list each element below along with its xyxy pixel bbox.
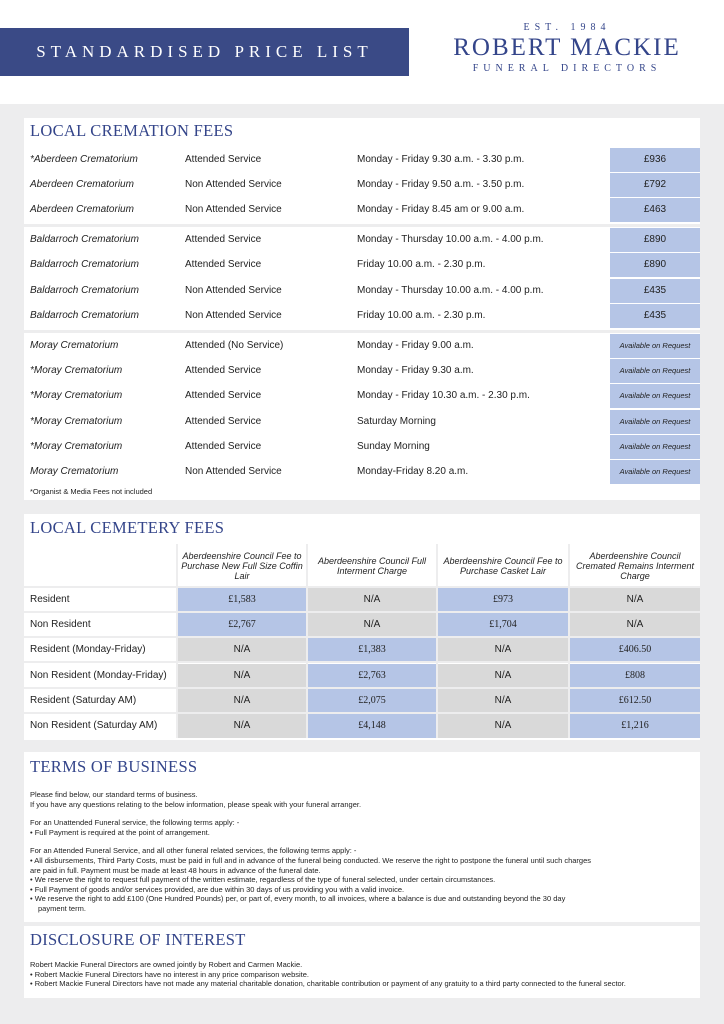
cemetery-fee-cell: N/A — [308, 588, 436, 612]
terms-line: • Full Payment of goods and/or services provided, are due within 30 days of us providing you with a valid invoice. — [30, 884, 405, 894]
cremation-venue: Moray Crematorium — [24, 334, 182, 358]
terms-line: • We reserve the right to add £100 (One Hundred Pounds) per, or part of, every month, to all invoices, where a balance is due and outstanding beyond the 30 day — [30, 894, 566, 904]
cremation-row — [24, 253, 700, 277]
cremation-price: £792 — [610, 173, 700, 197]
table-divider — [24, 661, 700, 663]
cremation-venue: Baldarroch Crematorium — [24, 228, 182, 252]
cremation-row — [24, 279, 700, 303]
cemetery-fee-cell: £808 — [570, 664, 700, 688]
cremation-row — [24, 334, 700, 358]
cremation-times: Monday - Friday 9.00 a.m. — [352, 334, 609, 358]
cremation-venue: Baldarroch Crematorium — [24, 304, 182, 328]
terms-line: payment term. — [38, 903, 86, 913]
cemetery-fee-cell: N/A — [178, 638, 306, 662]
terms-line: • All disbursements, Third Party Costs, must be paid in full and in advance of the funeral being conducted. We reserve the right to postpone the funeral until such charges — [30, 855, 592, 865]
cemetery-fee-cell: £1,583 — [178, 588, 306, 612]
cremation-service: Attended Service — [180, 253, 351, 277]
group-divider — [24, 330, 700, 333]
cemetery-section-title: LOCAL CEMETERY FEES — [30, 518, 225, 537]
cremation-times: Monday - Friday 9.30 a.m. - 3.30 p.m. — [352, 148, 609, 172]
cremation-price: £435 — [610, 304, 700, 328]
cemetery-fee-cell: £4,148 — [308, 714, 436, 738]
cemetery-column-header: Aberdeenshire Council Fee to Purchase New Full Size Coffin Lair — [181, 551, 303, 581]
cremation-row — [24, 198, 700, 222]
cremation-price: £936 — [610, 148, 700, 172]
cemetery-fees-section — [24, 514, 700, 740]
cremation-fees-section — [24, 118, 700, 500]
cremation-price: £435 — [610, 279, 700, 303]
cremation-venue: *Aberdeen Crematorium — [24, 148, 182, 172]
disclosure-line: • Robert Mackie Funeral Directors have no interest in any price comparison website. — [30, 969, 309, 979]
cremation-service: Non Attended Service — [180, 304, 351, 328]
cremation-price: £890 — [610, 253, 700, 277]
cremation-venue: *Moray Crematorium — [24, 435, 182, 459]
table-divider — [24, 586, 700, 588]
cremation-price: Available on Request — [610, 435, 700, 459]
table-divider — [176, 544, 178, 738]
terms-line: For an Unattended Funeral service, the following terms apply: - — [30, 818, 240, 828]
cremation-price: £463 — [610, 198, 700, 222]
cemetery-fee-cell: £406.50 — [570, 638, 700, 662]
brand-name: ROBERT MACKIE — [453, 34, 681, 61]
terms-line: are paid in full. Payment must be made at least 48 hours in advance of the funeral date. — [30, 865, 321, 875]
cremation-price: Available on Request — [610, 410, 700, 434]
cremation-row — [24, 435, 700, 459]
table-divider — [24, 636, 700, 638]
brand-established: EST. 1984 — [523, 22, 611, 33]
cemetery-row-label: Resident (Monday-Friday) — [30, 644, 146, 655]
table-divider — [306, 544, 308, 738]
disclosure-line: Robert Mackie Funeral Directors are owned jointly by Robert and Carmen Mackie. — [30, 960, 303, 969]
cremation-row — [24, 460, 700, 484]
cremation-service: Attended Service — [180, 384, 351, 408]
spacer — [30, 809, 692, 818]
terms-line: • Full Payment is required at the point of arrangement. — [30, 827, 210, 837]
cemetery-row-label: Resident — [30, 594, 70, 605]
cremation-times: Monday - Friday 10.30 a.m. - 2.30 p.m. — [352, 384, 609, 408]
cemetery-fee-cell: £973 — [438, 588, 568, 612]
cemetery-fee-cell: £2,075 — [308, 689, 436, 713]
cremation-times: Friday 10.00 a.m. - 2.30 p.m. — [352, 304, 609, 328]
cemetery-row-label: Non Resident (Monday-Friday) — [30, 670, 167, 681]
cremation-times: Monday - Friday 9.50 a.m. - 3.50 p.m. — [352, 173, 609, 197]
cremation-price: Available on Request — [610, 359, 700, 383]
cremation-price: Available on Request — [610, 460, 700, 484]
terms-section-title: TERMS OF BUSINESS — [30, 757, 198, 776]
spacer — [30, 837, 692, 846]
cemetery-fee-cell: N/A — [438, 638, 568, 662]
cremation-row — [24, 304, 700, 328]
cemetery-column-header: Aberdeenshire Council Fee to Purchase Casket Lair — [443, 556, 563, 576]
terms-line: Please find below, our standard terms of business. — [30, 790, 198, 799]
cemetery-fee-cell: N/A — [438, 664, 568, 688]
cremation-service: Attended Service — [180, 410, 351, 434]
cremation-service: Attended Service — [180, 148, 351, 172]
cemetery-column-header: Aberdeenshire Council Full Interment Charge — [317, 556, 427, 576]
cremation-times: Friday 10.00 a.m. - 2.30 p.m. — [352, 253, 609, 277]
cremation-price: Available on Request — [610, 334, 700, 358]
disclosure-section-title: DISCLOSURE OF INTEREST — [30, 930, 246, 949]
cremation-times: Sunday Morning — [352, 435, 609, 459]
disclosure-line: • Robert Mackie Funeral Directors have not made any material charitable donation, charitable contribution or payment of any gratuity to a third party connected to the funeral sector. — [30, 979, 626, 989]
disclosure-section — [24, 926, 700, 998]
cremation-footnote: *Organist & Media Fees not included — [30, 487, 153, 496]
cremation-row — [24, 173, 700, 197]
cemetery-fee-cell: £1,216 — [570, 714, 700, 738]
cremation-venue: *Moray Crematorium — [24, 359, 182, 383]
cemetery-fee-cell: N/A — [570, 588, 700, 612]
cemetery-fee-cell: N/A — [438, 689, 568, 713]
disclosure-text — [24, 960, 700, 989]
table-divider — [568, 544, 570, 738]
cemetery-fee-cell: £612.50 — [570, 689, 700, 713]
table-divider — [24, 611, 700, 613]
brand-subtitle: FUNERAL DIRECTORS — [472, 63, 662, 74]
cremation-service: Non Attended Service — [180, 173, 351, 197]
cemetery-fee-cell: £1,383 — [308, 638, 436, 662]
cemetery-fee-cell: £1,704 — [438, 613, 568, 637]
cremation-times: Monday - Friday 9.30 a.m. — [352, 359, 609, 383]
cremation-venue: *Moray Crematorium — [24, 384, 182, 408]
cemetery-column-header: Aberdeenshire Council Cremated Remains Interment Charge — [575, 551, 695, 581]
cremation-times: Monday-Friday 8.20 a.m. — [352, 460, 609, 484]
cremation-service: Attended Service — [180, 359, 351, 383]
cemetery-fee-cell: N/A — [178, 664, 306, 688]
cemetery-fee-cell: £2,767 — [178, 613, 306, 637]
cremation-venue: Aberdeen Crematorium — [24, 173, 182, 197]
cremation-venue: Baldarroch Crematorium — [24, 279, 182, 303]
page-title: STANDARDISED PRICE LIST — [36, 42, 373, 61]
cemetery-row-label: Non Resident — [30, 619, 91, 630]
cremation-venue: Aberdeen Crematorium — [24, 198, 182, 222]
cremation-row — [24, 359, 700, 383]
cremation-times: Monday - Thursday 10.00 a.m. - 4.00 p.m. — [352, 279, 609, 303]
cremation-venue: Moray Crematorium — [24, 460, 182, 484]
cremation-times: Monday - Friday 8.45 am or 9.00 a.m. — [352, 198, 609, 222]
cremation-row — [24, 228, 700, 252]
cremation-price: £890 — [610, 228, 700, 252]
terms-line: For an Attended Funeral Service, and all other funeral related services, the following terms apply: - — [30, 846, 357, 856]
cremation-service: Non Attended Service — [180, 460, 351, 484]
cremation-venue: Baldarroch Crematorium — [24, 253, 182, 277]
terms-text — [24, 790, 700, 914]
cremation-service: Non Attended Service — [180, 198, 351, 222]
table-divider — [24, 687, 700, 689]
table-divider — [24, 712, 700, 714]
terms-line: • We reserve the right to request full payment of the written estimate, regardless of the type of funeral selected, under certain circumstances. — [30, 875, 496, 885]
cremation-times: Saturday Morning — [352, 410, 609, 434]
cremation-service: Non Attended Service — [180, 279, 351, 303]
cremation-row — [24, 148, 700, 172]
cemetery-fee-cell: N/A — [438, 714, 568, 738]
cremation-section-title: LOCAL CREMATION FEES — [30, 121, 234, 140]
cremation-service: Attended Service — [180, 228, 351, 252]
page-title-banner — [0, 28, 409, 76]
cemetery-fee-cell: N/A — [308, 613, 436, 637]
cemetery-fee-cell: N/A — [570, 613, 700, 637]
group-divider — [24, 224, 700, 227]
cremation-times: Monday - Thursday 10.00 a.m. - 4.00 p.m. — [352, 228, 609, 252]
cremation-service: Attended Service — [180, 435, 351, 459]
cremation-row — [24, 384, 700, 408]
terms-section — [24, 752, 700, 922]
cremation-venue: *Moray Crematorium — [24, 410, 182, 434]
terms-line: If you have any questions relating to the below information, please speak with your funeral arranger. — [30, 799, 362, 809]
cemetery-row-label: Resident (Saturday AM) — [30, 695, 137, 706]
cremation-row — [24, 410, 700, 434]
cremation-price: Available on Request — [610, 384, 700, 408]
table-divider — [436, 544, 438, 738]
cremation-service: Attended (No Service) — [180, 334, 351, 358]
brand-logo — [432, 22, 702, 74]
cemetery-fee-cell: N/A — [178, 689, 306, 713]
cemetery-fee-cell: N/A — [178, 714, 306, 738]
cemetery-fee-cell: £2,763 — [308, 664, 436, 688]
cemetery-row-label: Non Resident (Saturday AM) — [30, 720, 158, 731]
